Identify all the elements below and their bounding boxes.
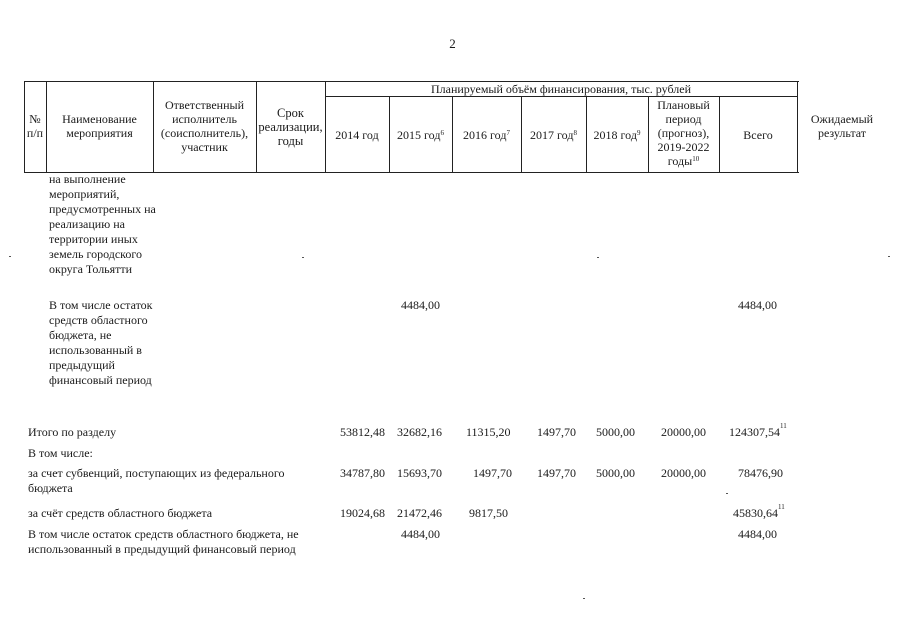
regional-2015: 21472,46 [397,506,442,520]
regional-2014: 19024,68 [340,506,385,520]
header-2017: 2017 год$^8$ [530,128,577,142]
header-name: Наименование мероприятия [62,112,137,140]
header-2018: 2018 год$^9$ [593,128,641,142]
regional-total: 45830,64$^{11}$ [733,503,785,520]
federal-2014: 34787,80 [340,466,385,480]
regional-2016: 9817,50 [469,506,508,520]
regional-label: за счёт средств областного бюджета [28,506,213,520]
federal-2015: 15693,70 [397,466,442,480]
header-2015: 2015 год$^6$ [397,128,444,142]
continuation-text: на выполнение мероприятий, предусмотренных на реализацию на территории иных земель городского округа Тольятти [49,172,156,276]
section-total-2016: 11315,20 [466,425,511,439]
including-label: В том числе: [28,446,93,460]
section-total-label: Итого по разделу [28,425,117,439]
header-financing-group: Планируемый объём финансирования, тыс. рублей [430,82,691,96]
header-2014: 2014 год [335,128,379,142]
federal-2018: 5000,00 [596,466,635,480]
remainder-label: В том числе остаток средств областного бюджета, не использованный в предыдущий финансовый период [28,527,299,556]
remainder-total: 4484,00 [738,527,777,541]
federal-plan: 20000,00 [661,466,706,480]
header-plan-period: Плановый период (прогноз), 2019-2022 годы$^{10}$ [657,98,710,168]
page-number: 2 [449,36,456,51]
remainder-2015: 4484,00 [401,527,440,541]
header-number: № п/п [26,112,44,140]
header-2016: 2016 год$^7$ [463,128,510,142]
federal-label: за счет субвенций, поступающих из федерального бюджета [28,466,285,495]
federal-2017: 1497,70 [537,466,576,480]
section-total-2017: 1497,70 [537,425,576,439]
section-total-plan: 20000,00 [661,425,706,439]
incl-total-value: 4484,00 [738,298,777,312]
federal-2016: 1497,70 [473,466,512,480]
incl-2015-value: 4484,00 [401,298,440,312]
financing-group-divider [325,96,797,97]
header-result: Ожидаемый результат [810,112,874,140]
header-executor: Ответственный исполнитель (соисполнитель), участник [160,98,249,154]
section-total-2014: 53812,48 [340,425,385,439]
section-total-total: 124307,54$^{11}$ [729,422,787,439]
header-total: Всего [743,128,773,142]
federal-total: 78476,90 [738,466,783,480]
incl-remainder-text: В том числе остаток средств областного бюджета, не использованный в предыдущий финансовый период [49,298,153,387]
section-total-2018: 5000,00 [596,425,635,439]
header-term: Срок реализации, годы [258,106,323,148]
section-total-2015: 32682,16 [397,425,442,439]
